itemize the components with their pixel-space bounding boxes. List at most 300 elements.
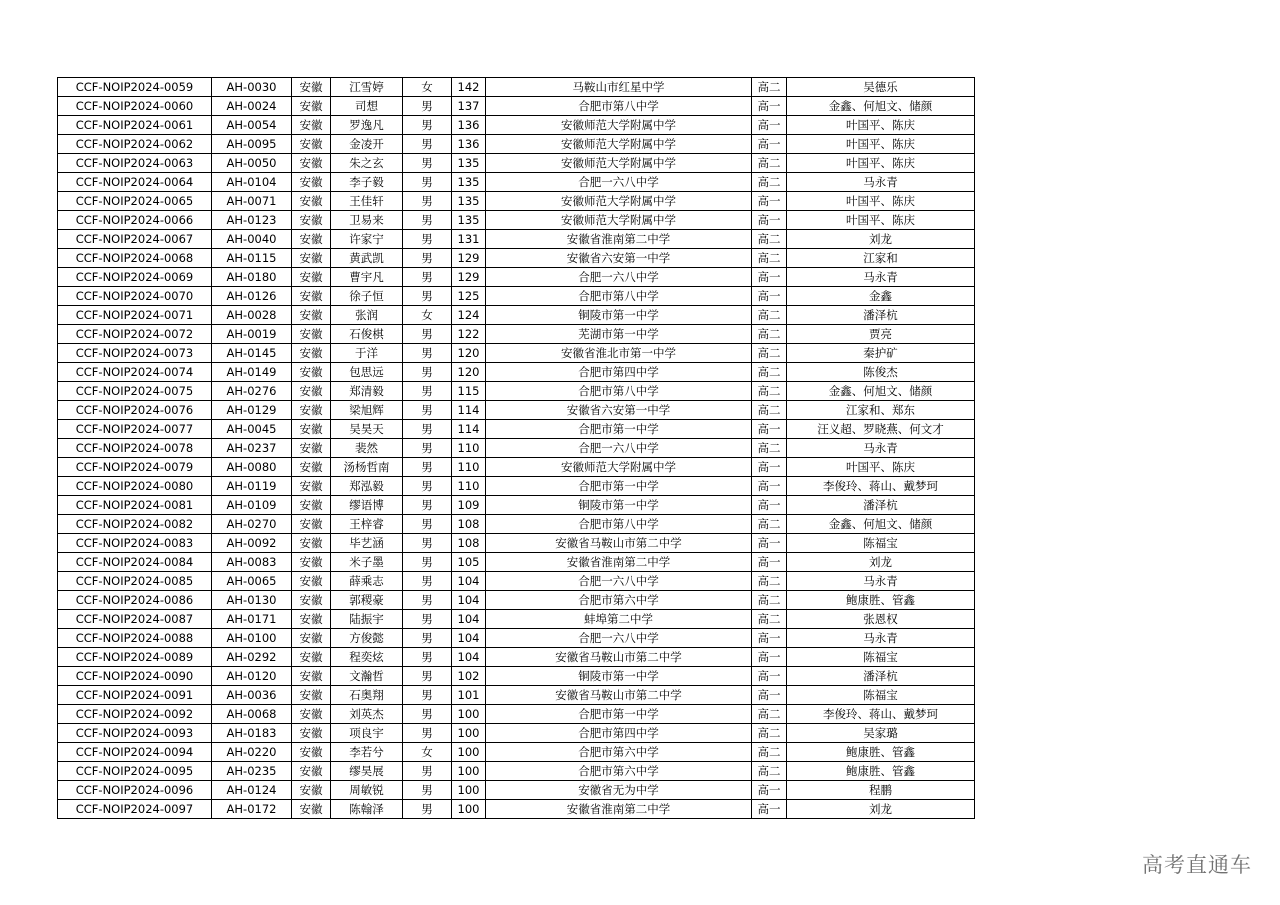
- cell-exam-number: AH-0092: [212, 534, 292, 553]
- cell-school: 合肥市第一中学: [486, 477, 752, 496]
- cell-score: 102: [452, 667, 486, 686]
- cell-grade: 高一: [752, 553, 787, 572]
- cell-province: 安徽: [292, 781, 331, 800]
- cell-province: 安徽: [292, 116, 331, 135]
- cell-gender: 男: [403, 268, 452, 287]
- cell-contest-id: CCF-NOIP2024-0073: [58, 344, 212, 363]
- cell-exam-number: AH-0019: [212, 325, 292, 344]
- cell-school: 合肥市第六中学: [486, 743, 752, 762]
- cell-student-name: 郑泓毅: [331, 477, 403, 496]
- cell-province: 安徽: [292, 401, 331, 420]
- cell-coach: 刘龙: [787, 800, 975, 819]
- cell-gender: 男: [403, 325, 452, 344]
- cell-province: 安徽: [292, 724, 331, 743]
- cell-score: 104: [452, 610, 486, 629]
- cell-gender: 男: [403, 458, 452, 477]
- cell-province: 安徽: [292, 648, 331, 667]
- table-row: [58, 800, 975, 819]
- cell-contest-id: CCF-NOIP2024-0088: [58, 629, 212, 648]
- cell-score: 135: [452, 173, 486, 192]
- cell-school: 安徽师范大学附属中学: [486, 154, 752, 173]
- table-row: [58, 610, 975, 629]
- cell-contest-id: CCF-NOIP2024-0067: [58, 230, 212, 249]
- cell-school: 马鞍山市红星中学: [486, 78, 752, 97]
- cell-coach: 叶国平、陈庆: [787, 192, 975, 211]
- cell-student-name: 汤杨哲南: [331, 458, 403, 477]
- cell-coach: 吴家璐: [787, 724, 975, 743]
- cell-gender: 男: [403, 249, 452, 268]
- cell-province: 安徽: [292, 591, 331, 610]
- cell-score: 108: [452, 515, 486, 534]
- cell-school: 合肥市第四中学: [486, 724, 752, 743]
- cell-contest-id: CCF-NOIP2024-0072: [58, 325, 212, 344]
- cell-student-name: 郭稷豪: [331, 591, 403, 610]
- cell-grade: 高二: [752, 401, 787, 420]
- table-row: [58, 477, 975, 496]
- cell-school: 合肥市第六中学: [486, 591, 752, 610]
- cell-student-name: 于洋: [331, 344, 403, 363]
- cell-score: 100: [452, 705, 486, 724]
- cell-exam-number: AH-0130: [212, 591, 292, 610]
- cell-gender: 男: [403, 173, 452, 192]
- cell-grade: 高二: [752, 78, 787, 97]
- cell-gender: 男: [403, 439, 452, 458]
- cell-coach: 陈福宝: [787, 648, 975, 667]
- table-row: [58, 781, 975, 800]
- cell-school: 合肥一六八中学: [486, 173, 752, 192]
- cell-score: 100: [452, 743, 486, 762]
- cell-exam-number: AH-0104: [212, 173, 292, 192]
- cell-grade: 高一: [752, 420, 787, 439]
- cell-score: 136: [452, 135, 486, 154]
- cell-coach: 马永青: [787, 572, 975, 591]
- cell-gender: 男: [403, 135, 452, 154]
- cell-score: 129: [452, 249, 486, 268]
- cell-province: 安徽: [292, 154, 331, 173]
- cell-province: 安徽: [292, 287, 331, 306]
- cell-school: 安徽师范大学附属中学: [486, 135, 752, 154]
- cell-student-name: 缪昊展: [331, 762, 403, 781]
- cell-gender: 男: [403, 705, 452, 724]
- cell-gender: 男: [403, 116, 452, 135]
- cell-grade: 高一: [752, 458, 787, 477]
- table-row: [58, 724, 975, 743]
- cell-exam-number: AH-0024: [212, 97, 292, 116]
- cell-contest-id: CCF-NOIP2024-0071: [58, 306, 212, 325]
- cell-gender: 男: [403, 401, 452, 420]
- cell-contest-id: CCF-NOIP2024-0093: [58, 724, 212, 743]
- table-row: [58, 686, 975, 705]
- cell-exam-number: AH-0036: [212, 686, 292, 705]
- cell-grade: 高二: [752, 363, 787, 382]
- cell-gender: 男: [403, 344, 452, 363]
- cell-school: 合肥市第八中学: [486, 287, 752, 306]
- cell-school: 合肥一六八中学: [486, 439, 752, 458]
- cell-student-name: 李子毅: [331, 173, 403, 192]
- cell-school: 铜陵市第一中学: [486, 496, 752, 515]
- cell-province: 安徽: [292, 667, 331, 686]
- cell-coach: 金鑫、何旭文、储颜: [787, 515, 975, 534]
- cell-grade: 高一: [752, 268, 787, 287]
- cell-coach: 马永青: [787, 439, 975, 458]
- cell-student-name: 周敏锐: [331, 781, 403, 800]
- cell-grade: 高一: [752, 534, 787, 553]
- cell-contest-id: CCF-NOIP2024-0095: [58, 762, 212, 781]
- cell-gender: 男: [403, 553, 452, 572]
- cell-contest-id: CCF-NOIP2024-0084: [58, 553, 212, 572]
- cell-gender: 男: [403, 230, 452, 249]
- cell-student-name: 江雪婷: [331, 78, 403, 97]
- cell-gender: 男: [403, 781, 452, 800]
- cell-exam-number: AH-0065: [212, 572, 292, 591]
- cell-student-name: 裴然: [331, 439, 403, 458]
- cell-province: 安徽: [292, 534, 331, 553]
- cell-grade: 高一: [752, 211, 787, 230]
- cell-school: 合肥市第四中学: [486, 363, 752, 382]
- cell-coach: 汪义超、罗晓燕、何文才: [787, 420, 975, 439]
- table-row: [58, 230, 975, 249]
- cell-score: 101: [452, 686, 486, 705]
- results-table: [57, 77, 975, 819]
- cell-contest-id: CCF-NOIP2024-0078: [58, 439, 212, 458]
- cell-gender: 男: [403, 667, 452, 686]
- cell-coach: 马永青: [787, 629, 975, 648]
- table-row: [58, 363, 975, 382]
- cell-score: 110: [452, 477, 486, 496]
- cell-exam-number: AH-0180: [212, 268, 292, 287]
- cell-student-name: 李若兮: [331, 743, 403, 762]
- cell-student-name: 石奥翔: [331, 686, 403, 705]
- cell-gender: 女: [403, 78, 452, 97]
- cell-coach: 鲍康胜、管鑫: [787, 591, 975, 610]
- cell-grade: 高二: [752, 515, 787, 534]
- cell-contest-id: CCF-NOIP2024-0063: [58, 154, 212, 173]
- table-row: [58, 78, 975, 97]
- cell-contest-id: CCF-NOIP2024-0079: [58, 458, 212, 477]
- cell-score: 100: [452, 724, 486, 743]
- cell-coach: 吴德乐: [787, 78, 975, 97]
- cell-gender: 男: [403, 382, 452, 401]
- table-row: [58, 496, 975, 515]
- cell-school: 安徽省淮北市第一中学: [486, 344, 752, 363]
- cell-province: 安徽: [292, 629, 331, 648]
- cell-province: 安徽: [292, 705, 331, 724]
- cell-contest-id: CCF-NOIP2024-0074: [58, 363, 212, 382]
- cell-score: 104: [452, 648, 486, 667]
- table-row: [58, 306, 975, 325]
- cell-gender: 男: [403, 97, 452, 116]
- table-row: [58, 553, 975, 572]
- cell-school: 合肥一六八中学: [486, 629, 752, 648]
- cell-student-name: 金凌开: [331, 135, 403, 154]
- cell-contest-id: CCF-NOIP2024-0077: [58, 420, 212, 439]
- cell-contest-id: CCF-NOIP2024-0064: [58, 173, 212, 192]
- cell-gender: 男: [403, 724, 452, 743]
- cell-contest-id: CCF-NOIP2024-0097: [58, 800, 212, 819]
- cell-contest-id: CCF-NOIP2024-0096: [58, 781, 212, 800]
- cell-grade: 高一: [752, 97, 787, 116]
- cell-student-name: 郑清毅: [331, 382, 403, 401]
- cell-coach: 陈福宝: [787, 534, 975, 553]
- cell-exam-number: AH-0109: [212, 496, 292, 515]
- cell-exam-number: AH-0040: [212, 230, 292, 249]
- cell-school: 安徽省六安第一中学: [486, 401, 752, 420]
- cell-score: 135: [452, 154, 486, 173]
- cell-coach: 潘泽杭: [787, 496, 975, 515]
- cell-exam-number: AH-0235: [212, 762, 292, 781]
- cell-score: 109: [452, 496, 486, 515]
- cell-contest-id: CCF-NOIP2024-0082: [58, 515, 212, 534]
- cell-grade: 高一: [752, 686, 787, 705]
- cell-score: 108: [452, 534, 486, 553]
- cell-gender: 男: [403, 420, 452, 439]
- cell-coach: 贾亮: [787, 325, 975, 344]
- cell-school: 合肥一六八中学: [486, 268, 752, 287]
- cell-province: 安徽: [292, 477, 331, 496]
- cell-score: 104: [452, 629, 486, 648]
- table-row: [58, 97, 975, 116]
- cell-coach: 叶国平、陈庆: [787, 154, 975, 173]
- cell-province: 安徽: [292, 686, 331, 705]
- cell-student-name: 文瀚哲: [331, 667, 403, 686]
- table-row: [58, 344, 975, 363]
- cell-coach: 叶国平、陈庆: [787, 211, 975, 230]
- table-row: [58, 116, 975, 135]
- table-row: [58, 515, 975, 534]
- cell-student-name: 缪语博: [331, 496, 403, 515]
- cell-gender: 男: [403, 591, 452, 610]
- cell-score: 100: [452, 800, 486, 819]
- cell-contest-id: CCF-NOIP2024-0070: [58, 287, 212, 306]
- cell-gender: 男: [403, 515, 452, 534]
- cell-grade: 高二: [752, 591, 787, 610]
- cell-score: 129: [452, 268, 486, 287]
- cell-school: 蚌埠第二中学: [486, 610, 752, 629]
- cell-student-name: 卫易来: [331, 211, 403, 230]
- table-row: [58, 173, 975, 192]
- cell-gender: 男: [403, 610, 452, 629]
- cell-coach: 刘龙: [787, 553, 975, 572]
- cell-contest-id: CCF-NOIP2024-0066: [58, 211, 212, 230]
- cell-province: 安徽: [292, 515, 331, 534]
- cell-school: 芜湖市第一中学: [486, 325, 752, 344]
- cell-score: 120: [452, 363, 486, 382]
- cell-gender: 男: [403, 363, 452, 382]
- table-row: [58, 268, 975, 287]
- cell-score: 115: [452, 382, 486, 401]
- cell-grade: 高二: [752, 382, 787, 401]
- cell-school: 安徽省六安第一中学: [486, 249, 752, 268]
- cell-exam-number: AH-0083: [212, 553, 292, 572]
- cell-contest-id: CCF-NOIP2024-0089: [58, 648, 212, 667]
- cell-coach: 李俊玲、蒋山、戴梦珂: [787, 477, 975, 496]
- cell-gender: 男: [403, 192, 452, 211]
- cell-school: 安徽省马鞍山市第二中学: [486, 648, 752, 667]
- cell-exam-number: AH-0171: [212, 610, 292, 629]
- cell-coach: 刘龙: [787, 230, 975, 249]
- cell-gender: 男: [403, 496, 452, 515]
- cell-score: 142: [452, 78, 486, 97]
- cell-grade: 高二: [752, 230, 787, 249]
- cell-grade: 高一: [752, 800, 787, 819]
- cell-score: 110: [452, 458, 486, 477]
- cell-contest-id: CCF-NOIP2024-0068: [58, 249, 212, 268]
- cell-school: 安徽省无为中学: [486, 781, 752, 800]
- cell-grade: 高二: [752, 344, 787, 363]
- cell-student-name: 司想: [331, 97, 403, 116]
- table-row: [58, 325, 975, 344]
- table-row: [58, 439, 975, 458]
- cell-province: 安徽: [292, 762, 331, 781]
- cell-exam-number: AH-0050: [212, 154, 292, 173]
- cell-student-name: 毕艺涵: [331, 534, 403, 553]
- cell-exam-number: AH-0145: [212, 344, 292, 363]
- results-table-body: [58, 78, 975, 819]
- cell-score: 100: [452, 762, 486, 781]
- cell-contest-id: CCF-NOIP2024-0091: [58, 686, 212, 705]
- cell-exam-number: AH-0172: [212, 800, 292, 819]
- cell-student-name: 黄武凯: [331, 249, 403, 268]
- cell-grade: 高一: [752, 629, 787, 648]
- cell-student-name: 程奕炫: [331, 648, 403, 667]
- watermark-text: 高考直通车: [1142, 853, 1252, 877]
- table-row: [58, 572, 975, 591]
- cell-gender: 男: [403, 686, 452, 705]
- cell-score: 100: [452, 781, 486, 800]
- cell-province: 安徽: [292, 97, 331, 116]
- cell-gender: 男: [403, 534, 452, 553]
- cell-school: 铜陵市第一中学: [486, 306, 752, 325]
- cell-student-name: 王梓睿: [331, 515, 403, 534]
- cell-score: 136: [452, 116, 486, 135]
- cell-grade: 高二: [752, 572, 787, 591]
- cell-contest-id: CCF-NOIP2024-0076: [58, 401, 212, 420]
- cell-school: 安徽师范大学附属中学: [486, 116, 752, 135]
- cell-grade: 高二: [752, 325, 787, 344]
- cell-exam-number: AH-0183: [212, 724, 292, 743]
- cell-gender: 男: [403, 572, 452, 591]
- table-row: [58, 154, 975, 173]
- cell-grade: 高一: [752, 477, 787, 496]
- cell-exam-number: AH-0068: [212, 705, 292, 724]
- cell-school: 合肥一六八中学: [486, 572, 752, 591]
- cell-grade: 高二: [752, 249, 787, 268]
- cell-coach: 江家和: [787, 249, 975, 268]
- cell-school: 安徽省淮南第二中学: [486, 230, 752, 249]
- cell-grade: 高一: [752, 135, 787, 154]
- cell-student-name: 梁旭辉: [331, 401, 403, 420]
- table-row: [58, 534, 975, 553]
- cell-exam-number: AH-0054: [212, 116, 292, 135]
- cell-student-name: 徐子恒: [331, 287, 403, 306]
- cell-grade: 高一: [752, 192, 787, 211]
- cell-coach: 李俊玲、蒋山、戴梦珂: [787, 705, 975, 724]
- table-row: [58, 192, 975, 211]
- cell-coach: 金鑫、何旭文、储颜: [787, 97, 975, 116]
- cell-school: 安徽师范大学附属中学: [486, 458, 752, 477]
- cell-score: 135: [452, 211, 486, 230]
- cell-score: 137: [452, 97, 486, 116]
- cell-student-name: 刘英杰: [331, 705, 403, 724]
- table-row: [58, 705, 975, 724]
- cell-score: 110: [452, 439, 486, 458]
- cell-coach: 金鑫: [787, 287, 975, 306]
- cell-exam-number: AH-0095: [212, 135, 292, 154]
- table-row: [58, 629, 975, 648]
- cell-exam-number: AH-0124: [212, 781, 292, 800]
- cell-gender: 男: [403, 211, 452, 230]
- table-row: [58, 591, 975, 610]
- table-row: [58, 401, 975, 420]
- table-row: [58, 249, 975, 268]
- cell-student-name: 王佳轩: [331, 192, 403, 211]
- cell-contest-id: CCF-NOIP2024-0081: [58, 496, 212, 515]
- cell-province: 安徽: [292, 192, 331, 211]
- cell-exam-number: AH-0292: [212, 648, 292, 667]
- cell-coach: 秦护矿: [787, 344, 975, 363]
- cell-score: 131: [452, 230, 486, 249]
- cell-province: 安徽: [292, 211, 331, 230]
- cell-student-name: 朱之玄: [331, 154, 403, 173]
- cell-grade: 高一: [752, 116, 787, 135]
- cell-student-name: 米子墨: [331, 553, 403, 572]
- cell-score: 135: [452, 192, 486, 211]
- cell-coach: 马永青: [787, 173, 975, 192]
- cell-school: 安徽省马鞍山市第二中学: [486, 686, 752, 705]
- cell-school: 安徽师范大学附属中学: [486, 211, 752, 230]
- cell-school: 合肥市第八中学: [486, 515, 752, 534]
- cell-exam-number: AH-0030: [212, 78, 292, 97]
- cell-student-name: 薛乘志: [331, 572, 403, 591]
- cell-student-name: 项良宇: [331, 724, 403, 743]
- cell-school: 合肥市第一中学: [486, 420, 752, 439]
- cell-student-name: 陆振宇: [331, 610, 403, 629]
- cell-grade: 高二: [752, 306, 787, 325]
- cell-grade: 高二: [752, 724, 787, 743]
- cell-contest-id: CCF-NOIP2024-0085: [58, 572, 212, 591]
- cell-exam-number: AH-0220: [212, 743, 292, 762]
- cell-exam-number: AH-0129: [212, 401, 292, 420]
- cell-coach: 鲍康胜、管鑫: [787, 762, 975, 781]
- cell-contest-id: CCF-NOIP2024-0080: [58, 477, 212, 496]
- cell-province: 安徽: [292, 230, 331, 249]
- cell-grade: 高二: [752, 173, 787, 192]
- cell-gender: 男: [403, 762, 452, 781]
- cell-coach: 鲍康胜、管鑫: [787, 743, 975, 762]
- cell-province: 安徽: [292, 458, 331, 477]
- cell-exam-number: AH-0100: [212, 629, 292, 648]
- cell-score: 105: [452, 553, 486, 572]
- table-row: [58, 382, 975, 401]
- cell-score: 104: [452, 591, 486, 610]
- cell-student-name: 曹宇凡: [331, 268, 403, 287]
- cell-score: 114: [452, 420, 486, 439]
- cell-school: 合肥市第六中学: [486, 762, 752, 781]
- cell-grade: 高二: [752, 439, 787, 458]
- cell-province: 安徽: [292, 553, 331, 572]
- cell-school: 安徽省淮南第二中学: [486, 553, 752, 572]
- cell-grade: 高二: [752, 705, 787, 724]
- cell-student-name: 陈翰泽: [331, 800, 403, 819]
- cell-gender: 男: [403, 154, 452, 173]
- cell-coach: 叶国平、陈庆: [787, 116, 975, 135]
- cell-school: 安徽省淮南第二中学: [486, 800, 752, 819]
- cell-contest-id: CCF-NOIP2024-0062: [58, 135, 212, 154]
- cell-grade: 高一: [752, 287, 787, 306]
- cell-student-name: 石俊棋: [331, 325, 403, 344]
- cell-score: 122: [452, 325, 486, 344]
- cell-province: 安徽: [292, 173, 331, 192]
